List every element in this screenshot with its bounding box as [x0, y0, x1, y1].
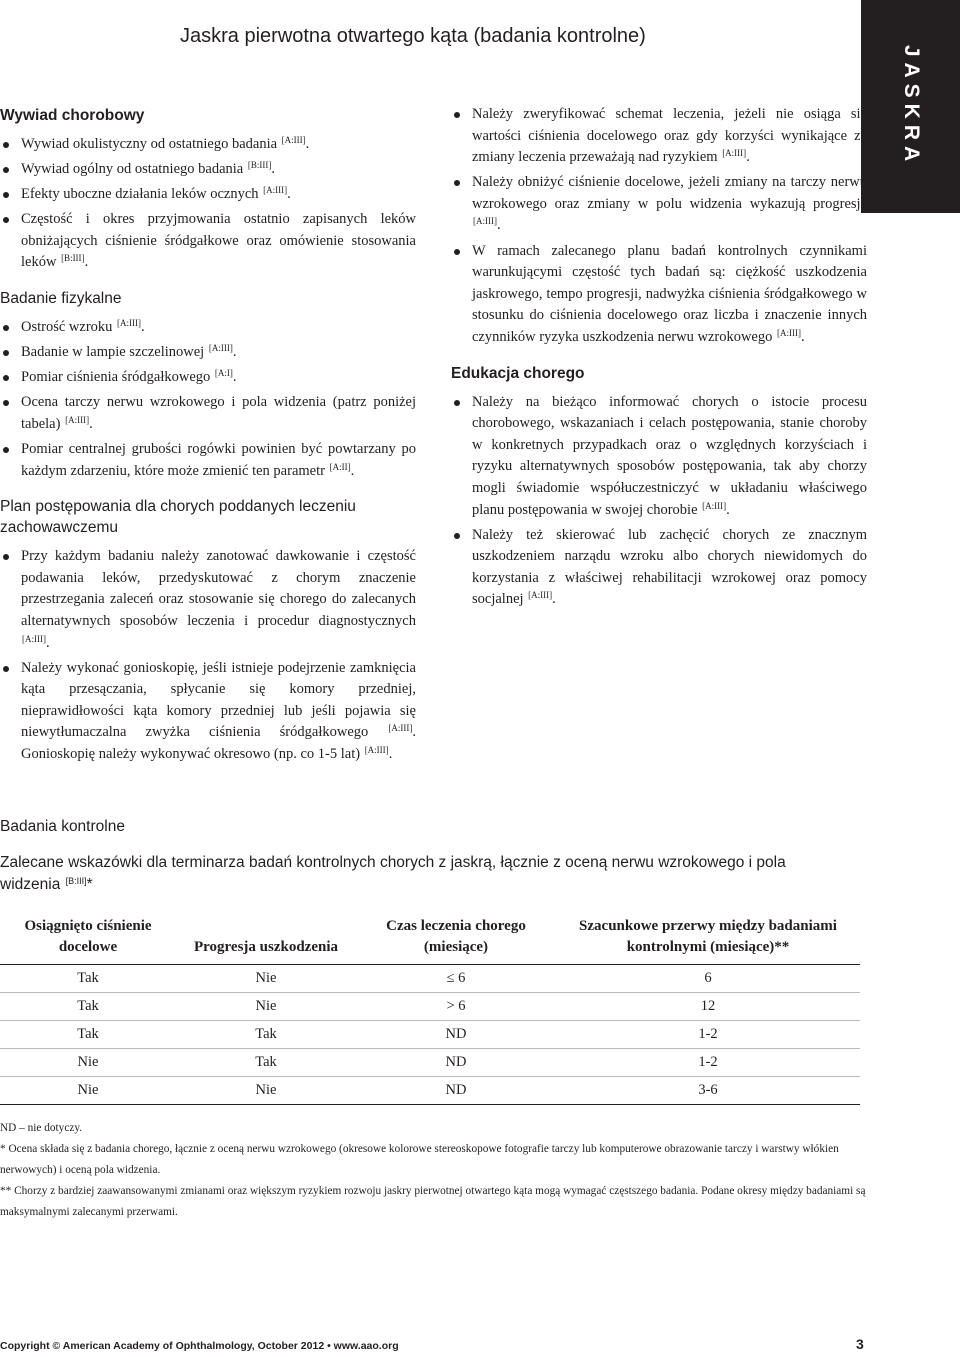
table-row — [0, 1049, 860, 1077]
schedule-table-title: Zalecane wskazówki dla terminarza badań kontrolnych chorych z jaskrą, łącznie z oceną nerwu wzrokowego i pola widzenia [B:III]* — [0, 854, 786, 893]
table-cell: ≤ 6 — [356, 965, 556, 993]
side-tab-label: JASKRA — [899, 44, 923, 168]
exam-list — [0, 317, 416, 482]
table-cell: 3-6 — [556, 1077, 860, 1105]
table-cell: 12 — [556, 993, 860, 1021]
education-section — [451, 363, 867, 611]
list-item: Pomiar ciśnienia śródgałkowego [A:I]. — [0, 367, 416, 389]
table-cell: Nie — [0, 1049, 176, 1077]
column-header: Szacunkowe przerwy między badaniami kontrolnymi (miesiące)** — [579, 918, 837, 955]
right-column — [451, 104, 867, 614]
page-number: 3 — [856, 1336, 864, 1352]
table-cell: ND — [356, 1049, 556, 1077]
list-item: Częstość i okres przyjmowania ostatnio zapisanych leków obniżających ciśnienie śródgałkowe oraz omówienie stosowania leków [B:III]. — [0, 209, 416, 274]
table-row — [0, 1021, 860, 1049]
footnote: ND – nie dotyczy. — [0, 1122, 83, 1134]
history-section — [0, 105, 416, 274]
column-header: Osiągnięto ciśnienie docelowe — [24, 918, 152, 955]
column-header: Progresja uszkodzenia — [193, 939, 339, 955]
column-header: Czas leczenia chorego (miesiące) — [386, 918, 526, 955]
list-item: Ocena tarczy nerwu wzrokowego i pola widzenia (patrz poniżej tabela) [A:III]. — [0, 392, 416, 435]
list-item: Badanie w lampie szczelinowej [A:III]. — [0, 342, 416, 364]
exam-heading: Badanie fizykalne — [0, 290, 122, 308]
follow-up-schedule-table — [0, 916, 860, 1105]
plan-continued-section — [451, 104, 867, 349]
list-item: Wywiad okulistyczny od ostatniego badania [A:III]. — [0, 134, 416, 156]
table-cell: 1-2 — [556, 1021, 860, 1049]
list-item: Ostrość wzroku [A:III]. — [0, 317, 416, 339]
plan-list — [0, 546, 416, 765]
table-header-row — [0, 916, 860, 965]
list-item: Należy zweryfikować schemat leczenia, jeżeli nie osiąga się wartości ciśnienia docelowego oraz gdy korzyści wynikające ze zmiany leczenia przeważają nad ryzykiem [A:III]. — [451, 104, 867, 169]
list-item: Przy każdym badaniu należy zanotować dawkowanie i częstość podawania leków, przedyskutować z chorym znaczenie przestrzegania zaleceń oraz stosowanie się chorego do zalecanych alternatywnych sposobów leczenia i procedur diagnostycznych [A:III]. — [0, 546, 416, 654]
list-item: Należy na bieżąco informować chorych o istocie procesu chorobowego, wskazaniach i celach postępowania, stanie choroby w konkretnych przypadkach oraz o względnych korzyściach i ryzyku alternatywnych sposobów postępowania, tak aby chorzy mogli świadomie współuczestniczyć w układaniu właściwego planu postępowania w swojej chorobie [A:III]. — [451, 392, 867, 522]
table-row — [0, 965, 860, 993]
table-cell: ND — [356, 1077, 556, 1105]
table-row — [0, 993, 860, 1021]
exam-section — [0, 288, 416, 482]
table-cell: Nie — [176, 1077, 356, 1105]
table-cell: Nie — [176, 993, 356, 1021]
table-footnotes — [0, 1118, 868, 1223]
list-item: W ramach zalecanego planu badań kontrolnych czynnikami warunkującymi częstość tych badań są: ciężkość uszkodzenia jaskrowego, tempo progresji, nadwyżka ciśnienia śródgałkowego w stosunku do ciśnienia docelowego oraz liczba i znaczenie innych czynników ryzyka uszkodzenia nerwu wzrokowego [A:III]. — [451, 241, 867, 349]
controls-heading: Badania kontrolne — [0, 818, 125, 835]
list-item: Wywiad ogólny od ostatniego badania [B:III]. — [0, 159, 416, 181]
table-cell: Tak — [0, 1021, 176, 1049]
table-row — [0, 1077, 860, 1105]
list-item: Należy też skierować lub zachęcić chorych ze znacznym uszkodzeniem narządu wzroku albo chorych niewidomych do korzystania z właściwej rehabilitacji wzrokowej oraz pomocy socjalnej [A:III]. — [451, 525, 867, 611]
table-cell: 6 — [556, 965, 860, 993]
list-item: Należy wykonać gonioskopię, jeśli istnieje podejrzenie zamknięcia kąta przesączania, spłycanie się komory przedniej, nieprawidłowości kąta komory przedniej lub jeśli pojawia się niewytłumaczalna zwyżka ciśnienia śródgałkowego [A:III]. Gonioskopię należy wykonywać okresowo (np. co 1-5 lat) [A:III]. — [0, 658, 416, 766]
education-heading: Edukacja chorego — [451, 364, 585, 382]
table-cell: ND — [356, 1021, 556, 1049]
plan-section — [0, 496, 416, 765]
footnote: * Ocena składa się z badania chorego, łącznie z oceną nerwu wzrokowego (okresowe kolorowe stereoskopowe fotografie tarczy lub komputerowe obrazowanie tarczy i warstwy włókien nerwowych) i oceną pola widzenia. — [0, 1143, 839, 1176]
copyright-footer: Copyright © American Academy of Ophthalmology, October 2012 • www.aao.org — [0, 1340, 399, 1352]
left-column — [0, 105, 416, 769]
footnote: ** Chorzy z bardziej zaawansowanymi zmianami oraz większym ryzykiem rozwoju jaskry pierwotnej otwartego kąta mogą wymagać częstszego badania. Podane okresy między badaniami są maksymalnymi zalecanymi przerwami. — [0, 1185, 866, 1218]
list-item: Należy obniżyć ciśnienie docelowe, jeżeli zmiany na tarczy nerwu wzrokowego oraz zmiany w polu widzenia wykazują progresję [A:III]. — [451, 172, 867, 237]
table-cell: Tak — [0, 993, 176, 1021]
table-cell: Nie — [0, 1077, 176, 1105]
history-heading: Wywiad chorobowy — [0, 107, 145, 124]
page-title: Jaskra pierwotna otwartego kąta (badania kontrolne) — [180, 25, 646, 47]
table-cell: Nie — [176, 965, 356, 993]
section-side-tab — [861, 0, 960, 213]
plan-continued-list — [451, 104, 867, 349]
plan-heading: Plan postępowania dla chorych poddanych leczeniu zachowawczemu — [0, 498, 356, 537]
table-cell: Tak — [176, 1049, 356, 1077]
education-list — [451, 392, 867, 611]
table-cell: 1-2 — [556, 1049, 860, 1077]
table-cell: Tak — [176, 1021, 356, 1049]
table-cell: > 6 — [356, 993, 556, 1021]
table-cell: Tak — [0, 965, 176, 993]
controls-section — [0, 818, 860, 836]
history-list — [0, 134, 416, 274]
list-item: Efekty uboczne działania leków ocznych [A:III]. — [0, 184, 416, 206]
list-item: Pomiar centralnej grubości rogówki powinien być powtarzany po każdym zdarzeniu, które może zmienić ten parametr [A:II]. — [0, 439, 416, 482]
